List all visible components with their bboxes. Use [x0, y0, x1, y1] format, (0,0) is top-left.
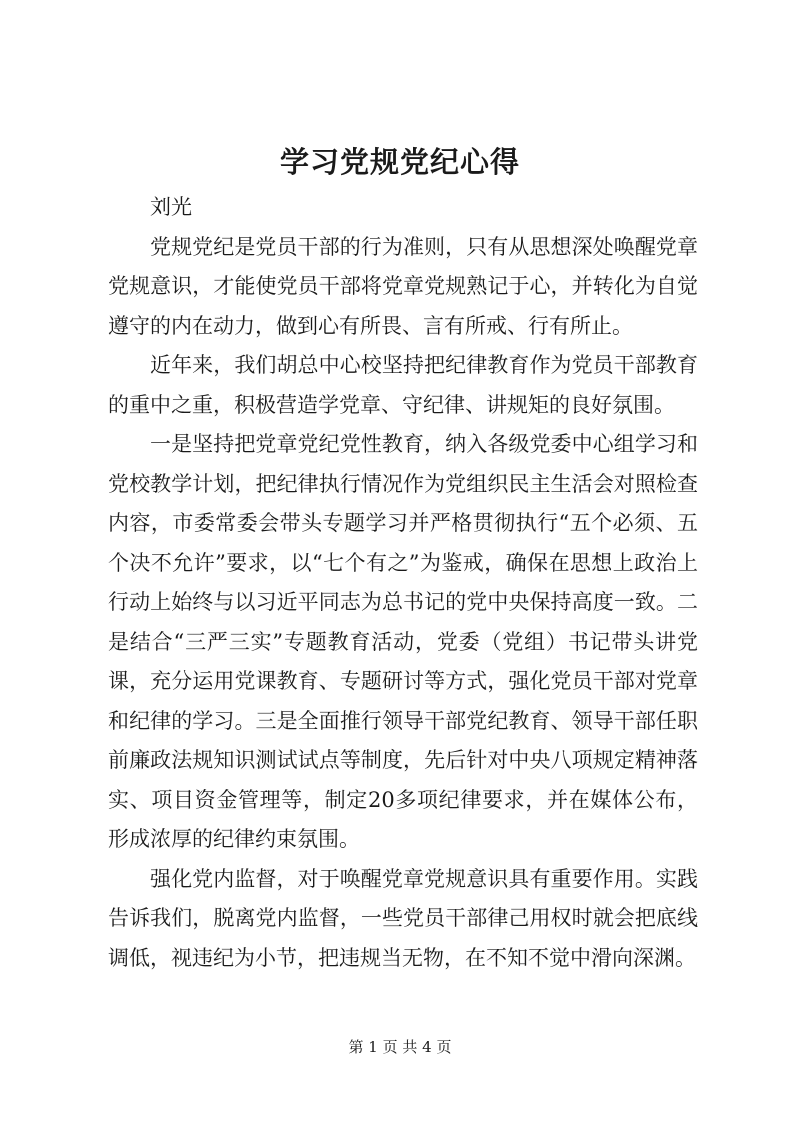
paragraph-2: 近年来，我们胡总中心校坚持把纪律教育作为党员干部教育的重中之重，积极营造学党章、守纪律、讲规矩的良好氛围。 [108, 353, 698, 417]
document-title: 学习党规党纪心得 [279, 145, 520, 179]
paragraph-1: 党规党纪是党员干部的行为准则，只有从思想深处唤醒党章党规意识，才能使党员干部将党章党规熟记于心，并转化为自觉遵守的内在动力，做到心有所畏、言有所戒、行有所止。 [108, 234, 698, 338]
page-footer: 第 1 页 共 4 页 [348, 1038, 452, 1056]
paragraph-3: 一是坚持把党章党纪党性教育，纳入各级党委中心组学习和党校教学计划，把纪律执行情况作为党组织民主生活会对照检查内容，市委常委会带头专题学习并严格贯彻执行“五个必须、五个决不允许”要求，以“七个有之”为鉴戒，确保在思想上政治上行动上始终与以习近平同志为总书记的党中央保持高度一致。二是结合“三严三实”专题教育活动，党委（党组）书记带头讲党课，充分运用党课教育、专题研讨等方式，强化党员干部对党章和纪律的学习。三是全面推行领导干部党纪教育、领导干部任职前廉政法规知识测试试点等制度，先后针对中央八项规定精神落实、项目资金管理等，制定20多项纪律要求，并在媒体公布，形成浓厚的纪律约束氛围。 [108, 432, 698, 851]
author-name: 刘光 [150, 195, 192, 219]
paragraph-4: 强化党内监督，对于唤醒党章党规意识具有重要作用。实践告诉我们，脱离党内监督，一些党员干部律己用权时就会把底线调低，视违纪为小节，把违规当无物，在不知不觉中滑向深渊。 [108, 866, 698, 970]
document-body [108, 188, 698, 978]
